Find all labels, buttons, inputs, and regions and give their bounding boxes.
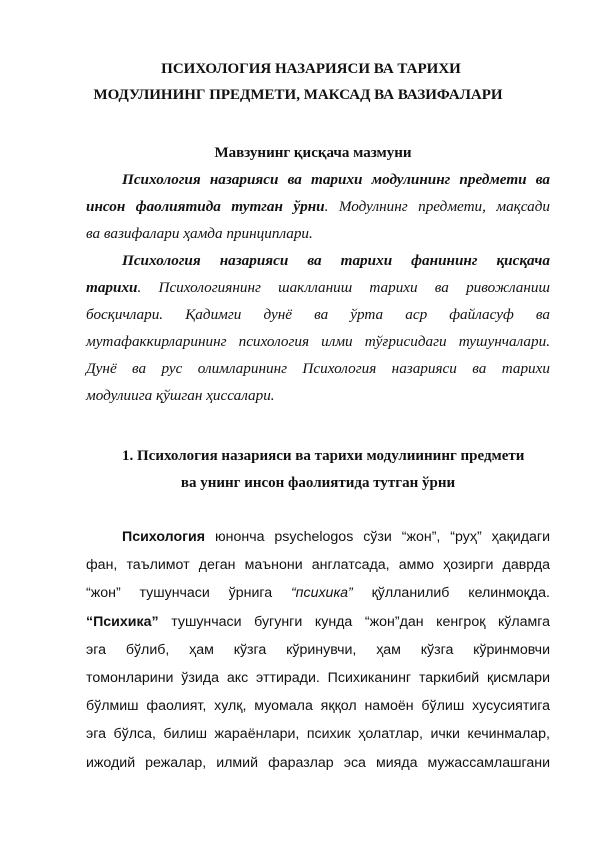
body-line-3: “жон” тушунчаси ўрнига “психика” қўлланилиб келинмоқда. bbox=[86, 585, 550, 602]
document-title-line-2: МОДУЛИНИНГ ПРЕДМЕТИ, МАКСАД ВА ВАЗИФАЛАРИ bbox=[93, 87, 503, 103]
section-1-heading-line-1: 1. Психология назарияси ва тарихи модулиининг предмети bbox=[122, 448, 525, 464]
body-line-4: “Психика” тушунчаси бугунги кунда “жон”дан кенгроқ кўламга bbox=[86, 613, 550, 630]
summary-p2-line-2: тарихи. Психологиянинг шаклланиш тарихи ва ривожланиш bbox=[86, 279, 550, 296]
body-line-9: ижодий режалар, илмий фаразлар эса мияда мужассамлашгани bbox=[86, 754, 550, 771]
body-line-6: томонларини ўзида акс эттиради. Психиканинг таркибий қисмлари bbox=[86, 670, 550, 687]
summary-heading: Мавзунинг қисқача мазмуни bbox=[214, 145, 412, 161]
body-line-1: Психология юнонча psychelogos сўзи “жон”, “руҳ” ҳақидаги bbox=[122, 529, 550, 545]
summary-p1-line-2: инсон фаолиятида тутган ўрни. Модулнинг предмети, мақсади bbox=[86, 198, 550, 215]
document-title-line-1: ПСИХОЛОГИЯ НАЗАРИЯСИ ВА ТАРИХИ bbox=[161, 61, 461, 77]
body-paragraph bbox=[86, 523, 550, 777]
body-line-2: фан, таълимот деган маънони англатсада, аммо ҳозирги даврда bbox=[86, 557, 550, 574]
body-line-8: эга бўлса, билиш жараёнлари, психик ҳолатлар, ички кечинмалар, bbox=[86, 726, 550, 743]
body-line-5: эга бўлиб, ҳам кўзга кўринувчи, ҳам кўзга кўринмовчи bbox=[86, 641, 550, 658]
section-1-heading-line-2: ва унинг инсон фаолиятида тутган ўрни bbox=[180, 475, 456, 491]
summary-p2-line-3: босқичлари. Қадимги дунё ва ўрта аср файласуф ва bbox=[86, 306, 550, 323]
summary-paragraph-1 bbox=[86, 166, 550, 247]
body-line-7: бўлмиш фаолият, хулқ, муомала яққол намоён бўлиш хусусиятига bbox=[86, 698, 550, 715]
summary-paragraph-2 bbox=[86, 247, 550, 409]
summary-p2-line-1: Психология назарияси ва тарихи фанининг қисқача bbox=[122, 252, 550, 269]
summary-p2-line-6: модулиига қўшган ҳиссалари. bbox=[86, 387, 275, 404]
summary-p2-line-5: Дунё ва рус олимларининг Психология назарияси ва тарихи bbox=[86, 360, 550, 377]
summary-p1-line-1: Психология назарияси ва тарихи модулининг предмети ва bbox=[122, 171, 550, 188]
summary-p1-line-3: ва вазифалари ҳамда принциплари. bbox=[86, 225, 313, 242]
summary-p2-line-4: мутафаккирларининг психология илми тўғрисидаги тушунчалари. bbox=[86, 333, 550, 350]
